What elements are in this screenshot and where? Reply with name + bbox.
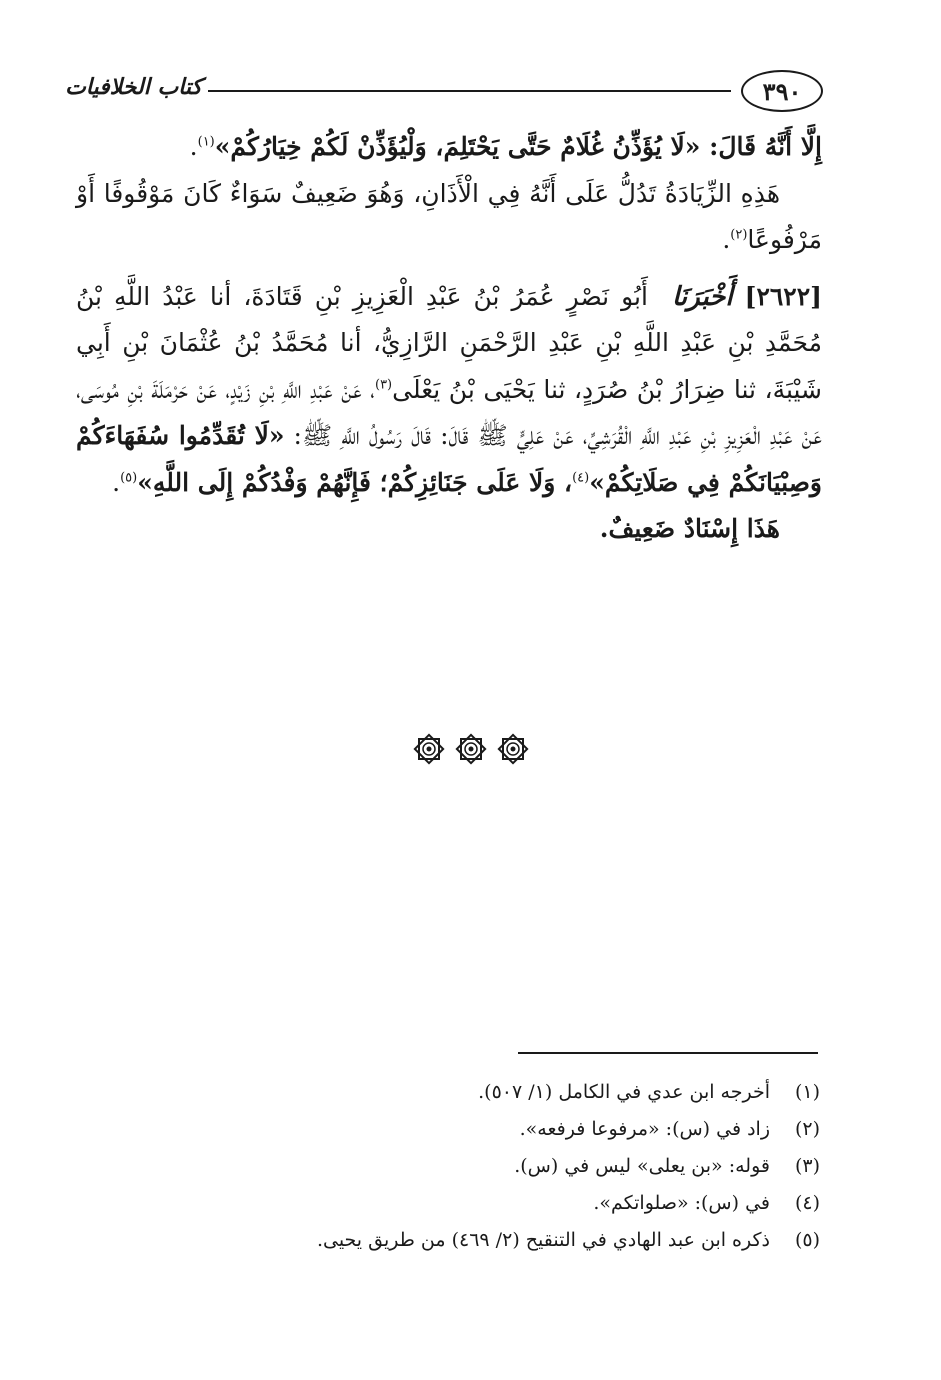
section-divider-ornaments [0,733,941,773]
matn-text-2: ، وَلَا عَلَى جَنَائِزِكُمْ؛ فَإِنَّهُمْ وَفْدُكُمْ إِلَى اللَّهِ» [137,467,573,497]
footnote-number: (١) [794,1081,820,1103]
footnote-ref-1: (١) [197,134,215,150]
footnote-ref-2: (٢) [730,227,748,243]
footnote-2 [120,1111,820,1148]
footnote-4 [120,1185,820,1222]
isnad-text-1: أَبُو نَصْرٍ عُمَرُ بْنُ عَبْدِ الْعَزِيزِ بْنِ قَتَادَةَ، أنا عَبْدُ اللَّهِ بْنُ مُحَمَّدِ بْنِ عَبْدِ اللَّهِ بْنِ عَبْدِ الرَّحْمَنِ الرَّازِيُّ، أنا مُحَمَّدُ بْنُ عُثْمَانَ بْنِ أَبِي شَيْبَةَ، ثنا ضِرَارُ بْنُ صُرَدٍ، ثنا يَحْيَى بْنُ يَعْلَى [76,281,823,404]
footnote-3 [120,1148,820,1185]
isnad-text-2: ، عَنْ عَبْدِ اللَّهِ بْنِ زَيْدٍ، عَنْ حَرْمَلَةَ بْنِ مُوسَى، عَنْ عَبْدِ الْعَزِيزِ بْنِ عَبْدِ اللَّهِ الْقُرَشِيِّ، عَنْ عَلِيٍّ ﷺ قَالَ: قَالَ رَسُولُ اللَّهِ ﷺ: [76,374,822,450]
footnote-text: قوله: «بن يعلى» ليس في (س). [514,1155,770,1177]
footnote-text: في (س): «صلواتكم». [593,1192,770,1214]
main-text [76,124,822,553]
book-title: كتاب الخلافيات [65,74,202,100]
footnote-number: (٤) [794,1192,820,1214]
page-header [65,70,823,114]
footnote-1 [120,1074,820,1111]
octagonal-star-ornament-icon [413,733,445,765]
footnote-separator [518,1052,818,1054]
footnote-ref-4: (٤) [572,470,590,486]
footnote-ref-5: (٥) [120,470,138,486]
matn-end: . [112,467,121,497]
footnote-5 [120,1222,820,1259]
paragraph-2-text: هَذِهِ الزِّيَادَةُ تَدُلُّ عَلَى أَنَّهُ فِي الْأَذَانِ، وَهُوَ ضَعِيفٌ سَوَاءٌ كَانَ مَوْقُوفًا أَوْ مَرْفُوعًا [76,178,822,254]
matn-text-1: «لَا تُقَدِّمُوا سُفَهَاءَكُمْ وَصِبْيَانَكُمْ فِي صَلَاتِكُمْ» [76,421,822,497]
octagonal-star-ornament-icon [455,733,487,765]
footnote-number: (٥) [794,1229,820,1251]
footnote-text: زاد في (س): «مرفوعا فرفعه». [519,1118,770,1140]
hadith-paragraph [76,274,822,507]
paragraph-2-end: . [722,225,731,254]
paragraph-1 [76,124,822,171]
page-number: ٣٩٠ [741,70,823,112]
footnote-number: (٢) [794,1118,820,1140]
hadith-number: [٢٦٢٢] [744,281,823,311]
octagonal-star-ornament-icon [497,733,529,765]
footnote-text: ذكره ابن عبد الهادي في التنقيح (٢/ ٤٦٩) من طريق يحيى. [316,1229,770,1251]
akhbarana-keyword: أَخْبَرَنَا [671,281,733,312]
paragraph-1-end: . [189,132,198,161]
footnote-number: (٣) [794,1155,820,1177]
footnote-ref-3: (٣) [374,377,393,393]
footnote-text: أخرجه ابن عدي في الكامل (١/ ٥٠٧). [478,1081,770,1103]
header-rule [208,90,731,92]
paragraph-1-text: إِلَّا أَنَّهُ قَالَ: «لَا يُؤَذِّنُ غُلَامٌ حَتَّى يَحْتَلِمَ، وَلْيُؤَذِّنْ لَكُمْ خِيَارُكُمْ» [214,132,822,161]
paragraph-2 [76,171,822,264]
isnad-grading: هَذَا إِسْنَادٌ ضَعِيفٌ. [599,514,780,543]
footnotes [120,1074,820,1259]
